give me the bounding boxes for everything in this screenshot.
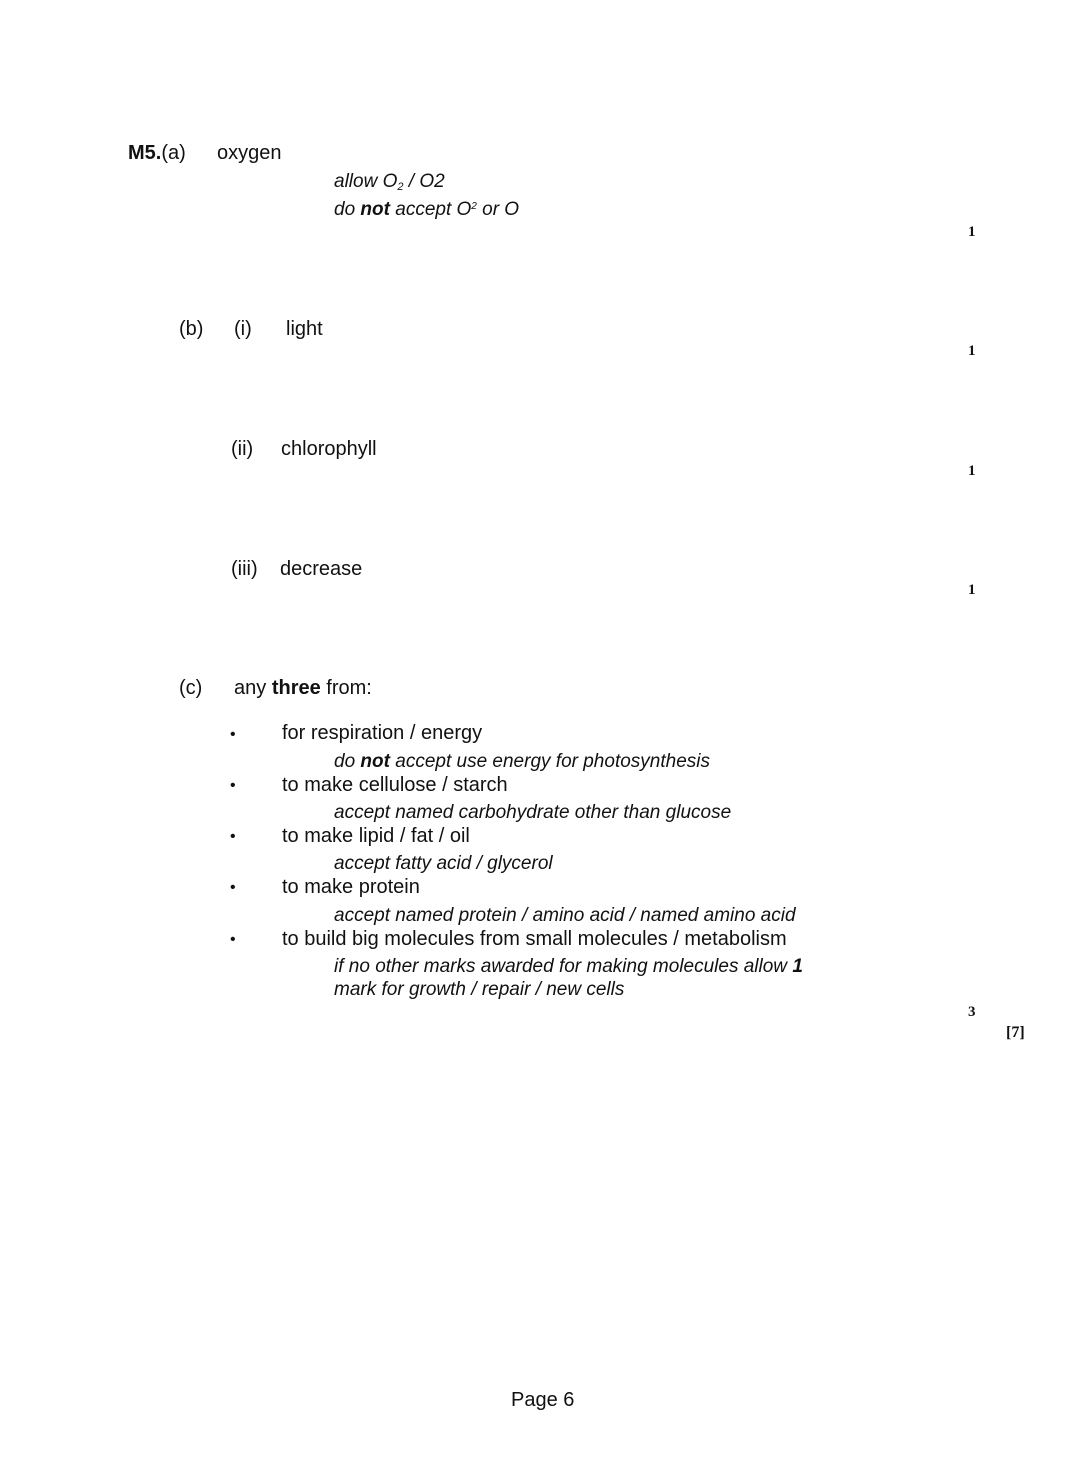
list-item: to build big molecules from small molecules / metabolism xyxy=(282,928,787,950)
question-number-label: M5. xyxy=(128,142,162,164)
list-item-note: accept fatty acid / glycerol xyxy=(334,853,553,874)
part-b-i-mark: 1 xyxy=(968,343,976,359)
list-item-note: do not accept use energy for photosynthesis xyxy=(334,751,710,772)
part-a-label: (a) xyxy=(161,142,186,164)
list-item-note: mark for growth / repair / new cells xyxy=(334,979,625,1000)
part-b-iii-mark: 1 xyxy=(968,582,976,598)
bullet-icon: • xyxy=(230,879,236,896)
list-item-note: accept named carbohydrate other than glucose xyxy=(334,802,732,823)
list-item-note: if no other marks awarded for making molecules allow 1 xyxy=(334,956,803,977)
list-item: to make lipid / fat / oil xyxy=(282,825,470,847)
bullet-icon: • xyxy=(230,828,236,845)
part-a-note-allow: allow $O_2 / O2$ xyxy=(334,171,445,193)
page-number: Page 6 xyxy=(511,1389,575,1411)
list-item: to make cellulose / starch xyxy=(282,774,508,796)
bullet-icon: • xyxy=(230,931,236,948)
part-b-iii-answer: decrease xyxy=(280,558,363,580)
list-item-note: accept named protein / amino acid / named amino acid xyxy=(334,905,796,926)
part-a-mark: 1 xyxy=(968,224,976,240)
total-mark: [7] xyxy=(1006,1024,1025,1041)
bullet-icon: • xyxy=(230,777,236,794)
part-c-label: (c) xyxy=(179,677,203,699)
bullet-icon: • xyxy=(230,726,236,743)
part-b-iii-label: (iii) xyxy=(231,558,258,580)
part-a-answer: oxygen xyxy=(217,142,282,164)
part-b-ii-answer: chlorophyll xyxy=(281,438,377,460)
part-b-i-label: (i) xyxy=(234,318,252,340)
part-b-i-answer: light xyxy=(286,318,323,340)
part-a-note-reject: do not accept $O^2$ or O xyxy=(334,199,520,220)
question-number xyxy=(128,142,186,165)
list-item: for respiration / energy xyxy=(282,722,483,744)
part-b-ii-label: (ii) xyxy=(231,438,254,460)
part-c-intro: any three from: xyxy=(234,677,372,699)
list-item: to make protein xyxy=(282,876,420,898)
part-b-label: (b) xyxy=(179,318,204,340)
part-b-ii-mark: 1 xyxy=(968,463,976,479)
part-c-mark: 3 xyxy=(968,1004,976,1020)
